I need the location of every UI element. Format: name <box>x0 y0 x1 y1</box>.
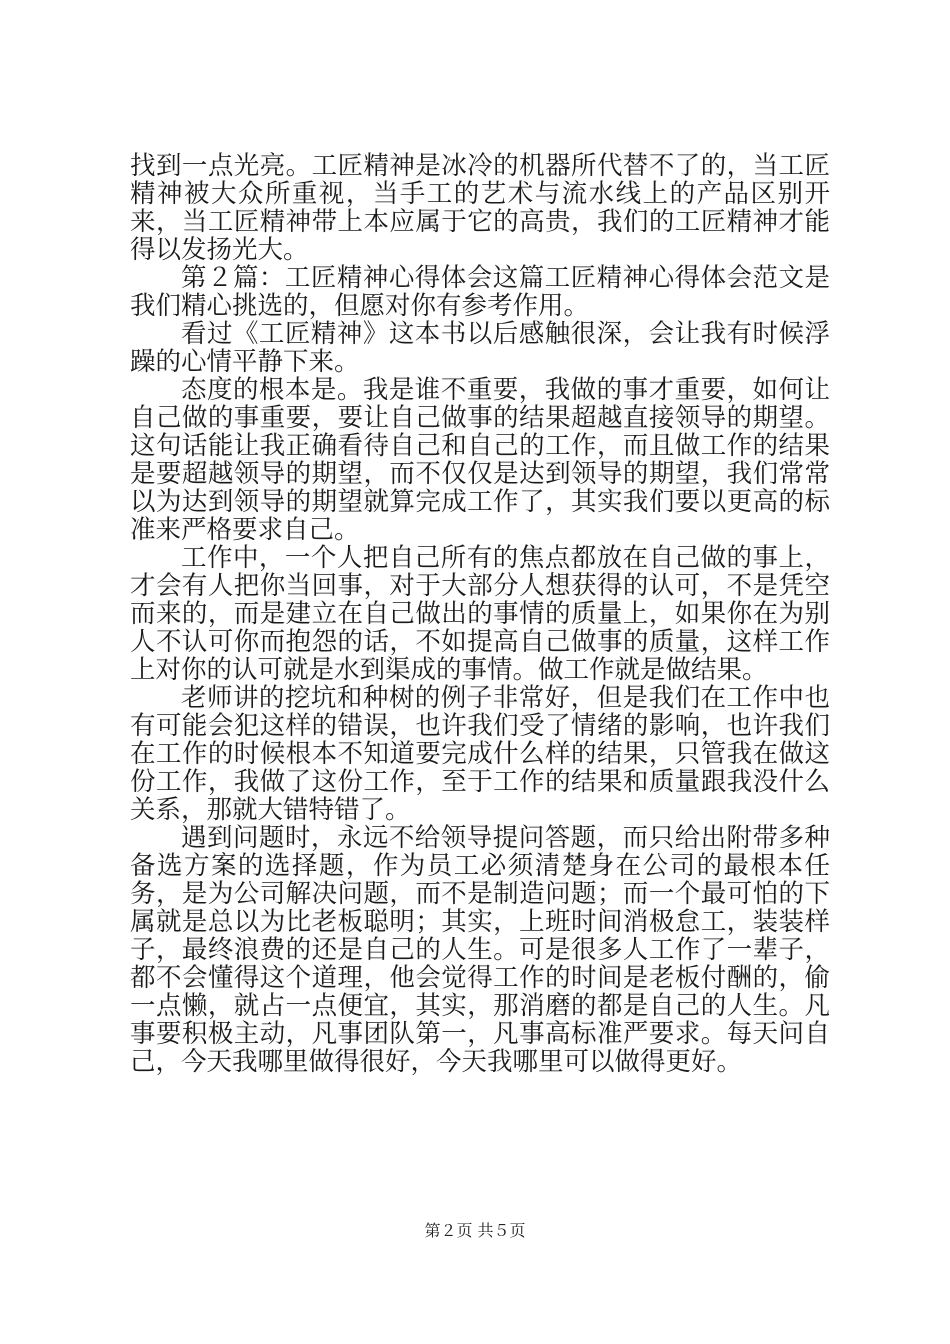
page-number-footer: 第２页 共５页 <box>424 1221 526 1240</box>
paragraph-attitude: 态度的根本是。我是谁不重要，我做的事才重要，如何让自己做的事重要，要让自己做事的结果超越直接领导的期望。这句话能让我正确看待自己和自己的工作，而且做工作的结果是要超越领导的期望，而不仅仅是达到领导的期望，我们常常以为达到领导的期望就算完成工作了，其实我们要以更高的标准来严格要求自己。 <box>130 375 830 545</box>
paragraph-continuation: 找到一点光亮。工匠精神是冰冷的机器所代替不了的，当工匠精神被大众所重视，当手工的艺术与流水线上的产品区别开来，当工匠精神带上本应属于它的高贵，我们的工匠精神才能得以发扬光大。 <box>130 151 830 265</box>
paragraph-focus: 工作中，一个人把自己所有的焦点都放在自己做的事上，才会有人把你当回事，对于大部分人想获得的认可，不是凭空而来的，而是建立在自己做出的事情的质量上，如果你在为别人不认可你而抱怨的话，不如提高自己做事的质量，这样工作上对你的认可就是水到渠成的事情。做工作就是做结果。 <box>130 543 830 685</box>
paragraph-book-impression: 看过《工匠精神》这本书以后感触很深，会让我有时候浮躁的心情平静下来。 <box>130 319 830 377</box>
paragraph-teacher-example: 老师讲的挖坑和种树的例子非常好，但是我们在工作中也有可能会犯这样的错误，也许我们受了情绪的影响，也许我们在工作的时候根本不知道要完成什么样的结果，只管我在做这份工作，我做了这份工作，至于工作的结果和质量跟我没什么关系，那就大错特错了。 <box>130 683 830 825</box>
paragraph-article-heading: 第２篇：工匠精神心得体会这篇工匠精神心得体会范文是我们精心挑选的，但愿对你有参考作用。 <box>130 263 830 321</box>
document-body <box>130 152 830 1076</box>
paragraph-problems: 遇到问题时，永远不给领导提问答题，而只给出附带多种备选方案的选择题，作为员工必须清楚身在公司的最根本任务，是为公司解决问题，而不是制造问题；而一个最可怕的下属就是总以为比老板聪明；其实，上班时间消极怠工，装装样子，最终浪费的还是自己的人生。可是很多人工作了一辈子，都不会懂得这个道理，他会觉得工作的时间是老板付酬的，偷一点懒，就占一点便宜，其实，那消磨的都是自己的人生。凡事要积极主动，凡事团队第一，凡事高标准严要求。每天问自己，今天我哪里做得很好，今天我哪里可以做得更好。 <box>130 823 830 1077</box>
